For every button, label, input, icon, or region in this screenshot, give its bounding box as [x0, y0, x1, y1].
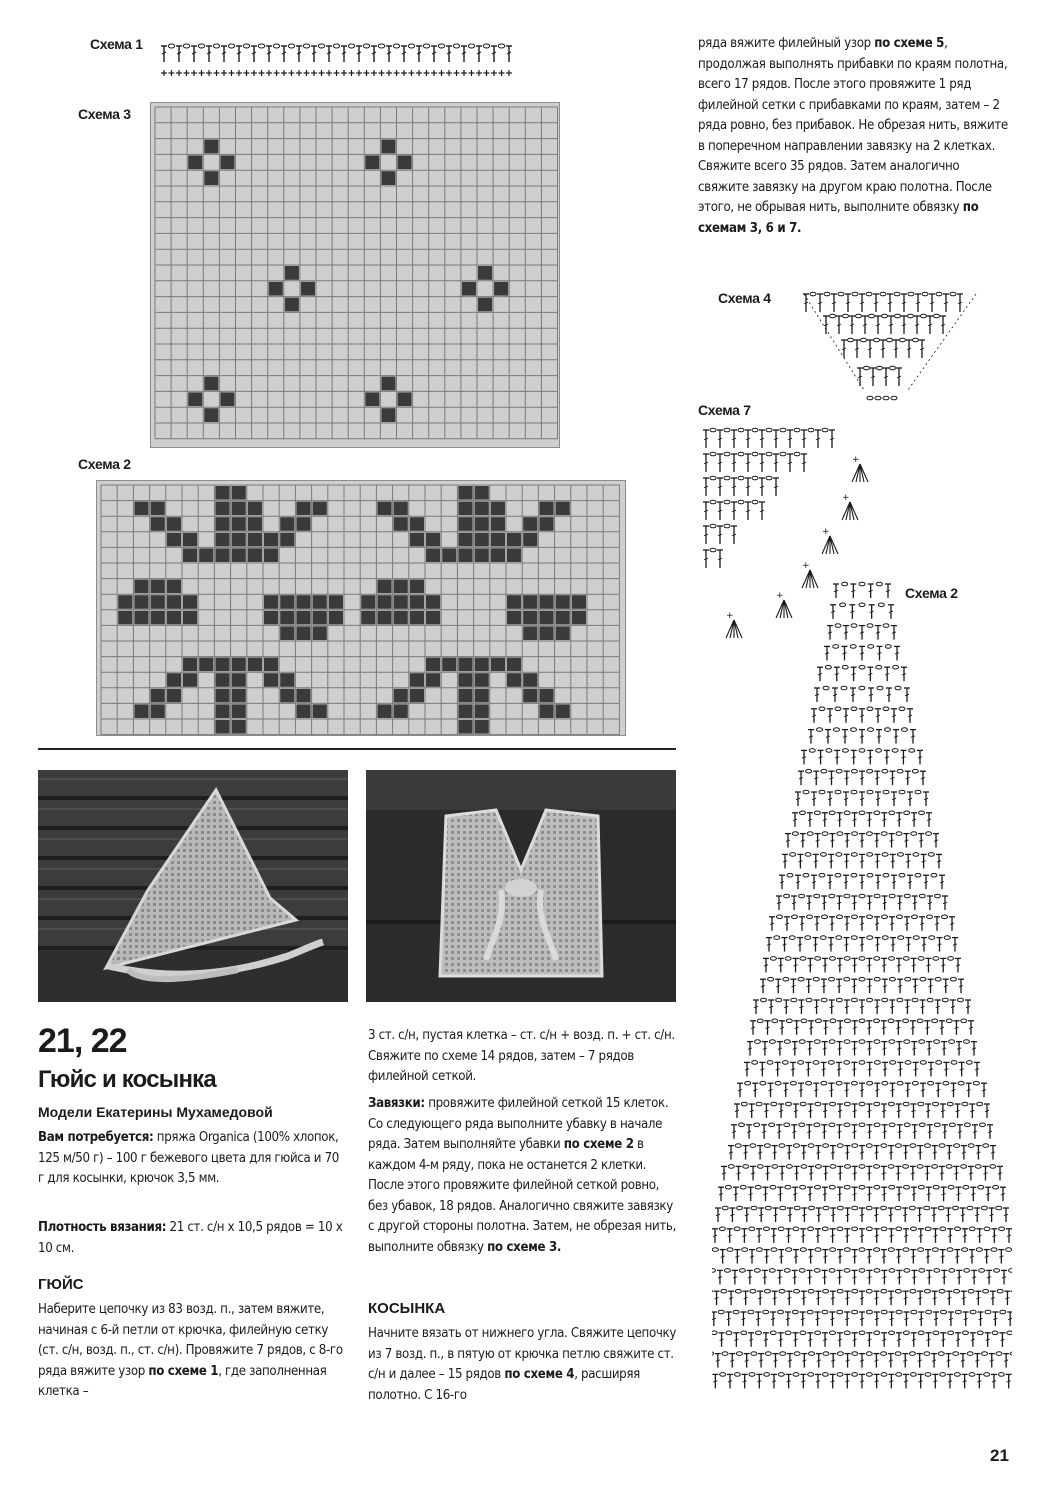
svg-text:+: + [852, 455, 860, 465]
svg-text:+: + [842, 493, 850, 503]
guys-paragraph-cont: 3 ст. с/н, пустая клетка – ст. с/н + возд. п. + ст. с/н. Свяжите по схеме 14 рядов, затем – 7 рядов филейной сеткой. [368, 1028, 675, 1084]
article-number: 21, 22 [38, 1022, 127, 1060]
kos-paragraph: Начните вязать от нижнего угла. Свяжите цепочку из 7 возд. п., в пятую от крючка петлю свяжите ст. с/н и далее – 15 рядов по схеме 4, расширяя полотно. С 16-го [368, 1326, 677, 1403]
photo-collar [366, 770, 676, 1002]
guys-paragraph: Наберите цепочку из 83 возд. п., затем вяжите, начиная с 6-й петли от крючка, филейную сетку (ст. с/н, возд. п., ст. с/н). Провяжите 7 рядов, с 8-го ряда вяжите узор по схеме 1, где заполненная клетка – [38, 1302, 343, 1399]
right-column-text: ряда вяжите филейный узор по схеме 5, продолжая выполнять прибавки по краям полотна, всего 17 рядов. После этого провяжите 1 ряд филейной сетки с прибавками по краям, затем – 2 ряда ровно, без прибавок. Не обрезая нить, вяжите в поперечном направлении завязку на 2 клетках. Свяжите всего 35 рядов. Затем аналогично свяжите завязку на другом краю полотна. После этого, не обрывая нить, выполните обвязку по схемам 3, 6 и 7. [698, 36, 1008, 236]
scheme-2-label: Схема 2 [78, 456, 131, 472]
scheme-7-label: Схема 7 [698, 402, 751, 418]
divider [38, 748, 676, 750]
ties-paragraph: Завязки: провяжите филейной сеткой 15 клеток. Со следующего ряда выполните убавку в начале ряда. Затем выполняйте убавки по схеме 2 в каждом 4-м ряду, пока не останется 2 клетки. После этого провяжите филейной сеткой ровно, без убавок, 18 рядов. Аналогично свяжите завязку с другой стороны полотна. Затем, не обрезая нить, выполните обвязку по схеме 3. [368, 1096, 676, 1255]
article-title: Гюйс и косынка [38, 1066, 216, 1093]
photo-kerchief [38, 770, 348, 1002]
svg-text:+: + [776, 591, 784, 601]
scheme-2-grid [96, 480, 626, 736]
scheme-3-grid [150, 102, 560, 448]
svg-text:+: + [822, 527, 830, 537]
svg-text:+: + [726, 611, 734, 621]
scheme-1-label: Схема 1 [90, 36, 143, 52]
scheme-3-label: Схема 3 [78, 106, 131, 122]
scheme-4-chart [798, 290, 983, 408]
page-number: 21 [990, 1446, 1009, 1465]
section-guys-title: ГЮЙС [38, 1276, 84, 1293]
scheme-2-triangle-chart [712, 578, 1012, 1408]
article-author: Модели Екатерины Мухамедовой [38, 1104, 273, 1120]
scheme-2-right-label: Схема 2 [905, 585, 958, 601]
scheme-4-label: Схема 4 [718, 290, 771, 306]
materials-paragraph: Вам потребуется: пряжа Organica (100% хлопок, 125 м/50 г) – 100 г бежевого цвета для гюйса и 70 г для косынки, крючок 3,5 мм. [38, 1130, 339, 1186]
scheme-1-chart [160, 40, 530, 80]
density-paragraph: Плотность вязания: 21 ст. с/н х 10,5 рядов = 10 х 10 см. [38, 1220, 343, 1256]
svg-text:+: + [802, 561, 810, 571]
section-kos-title: КОСЫНКА [368, 1300, 446, 1317]
